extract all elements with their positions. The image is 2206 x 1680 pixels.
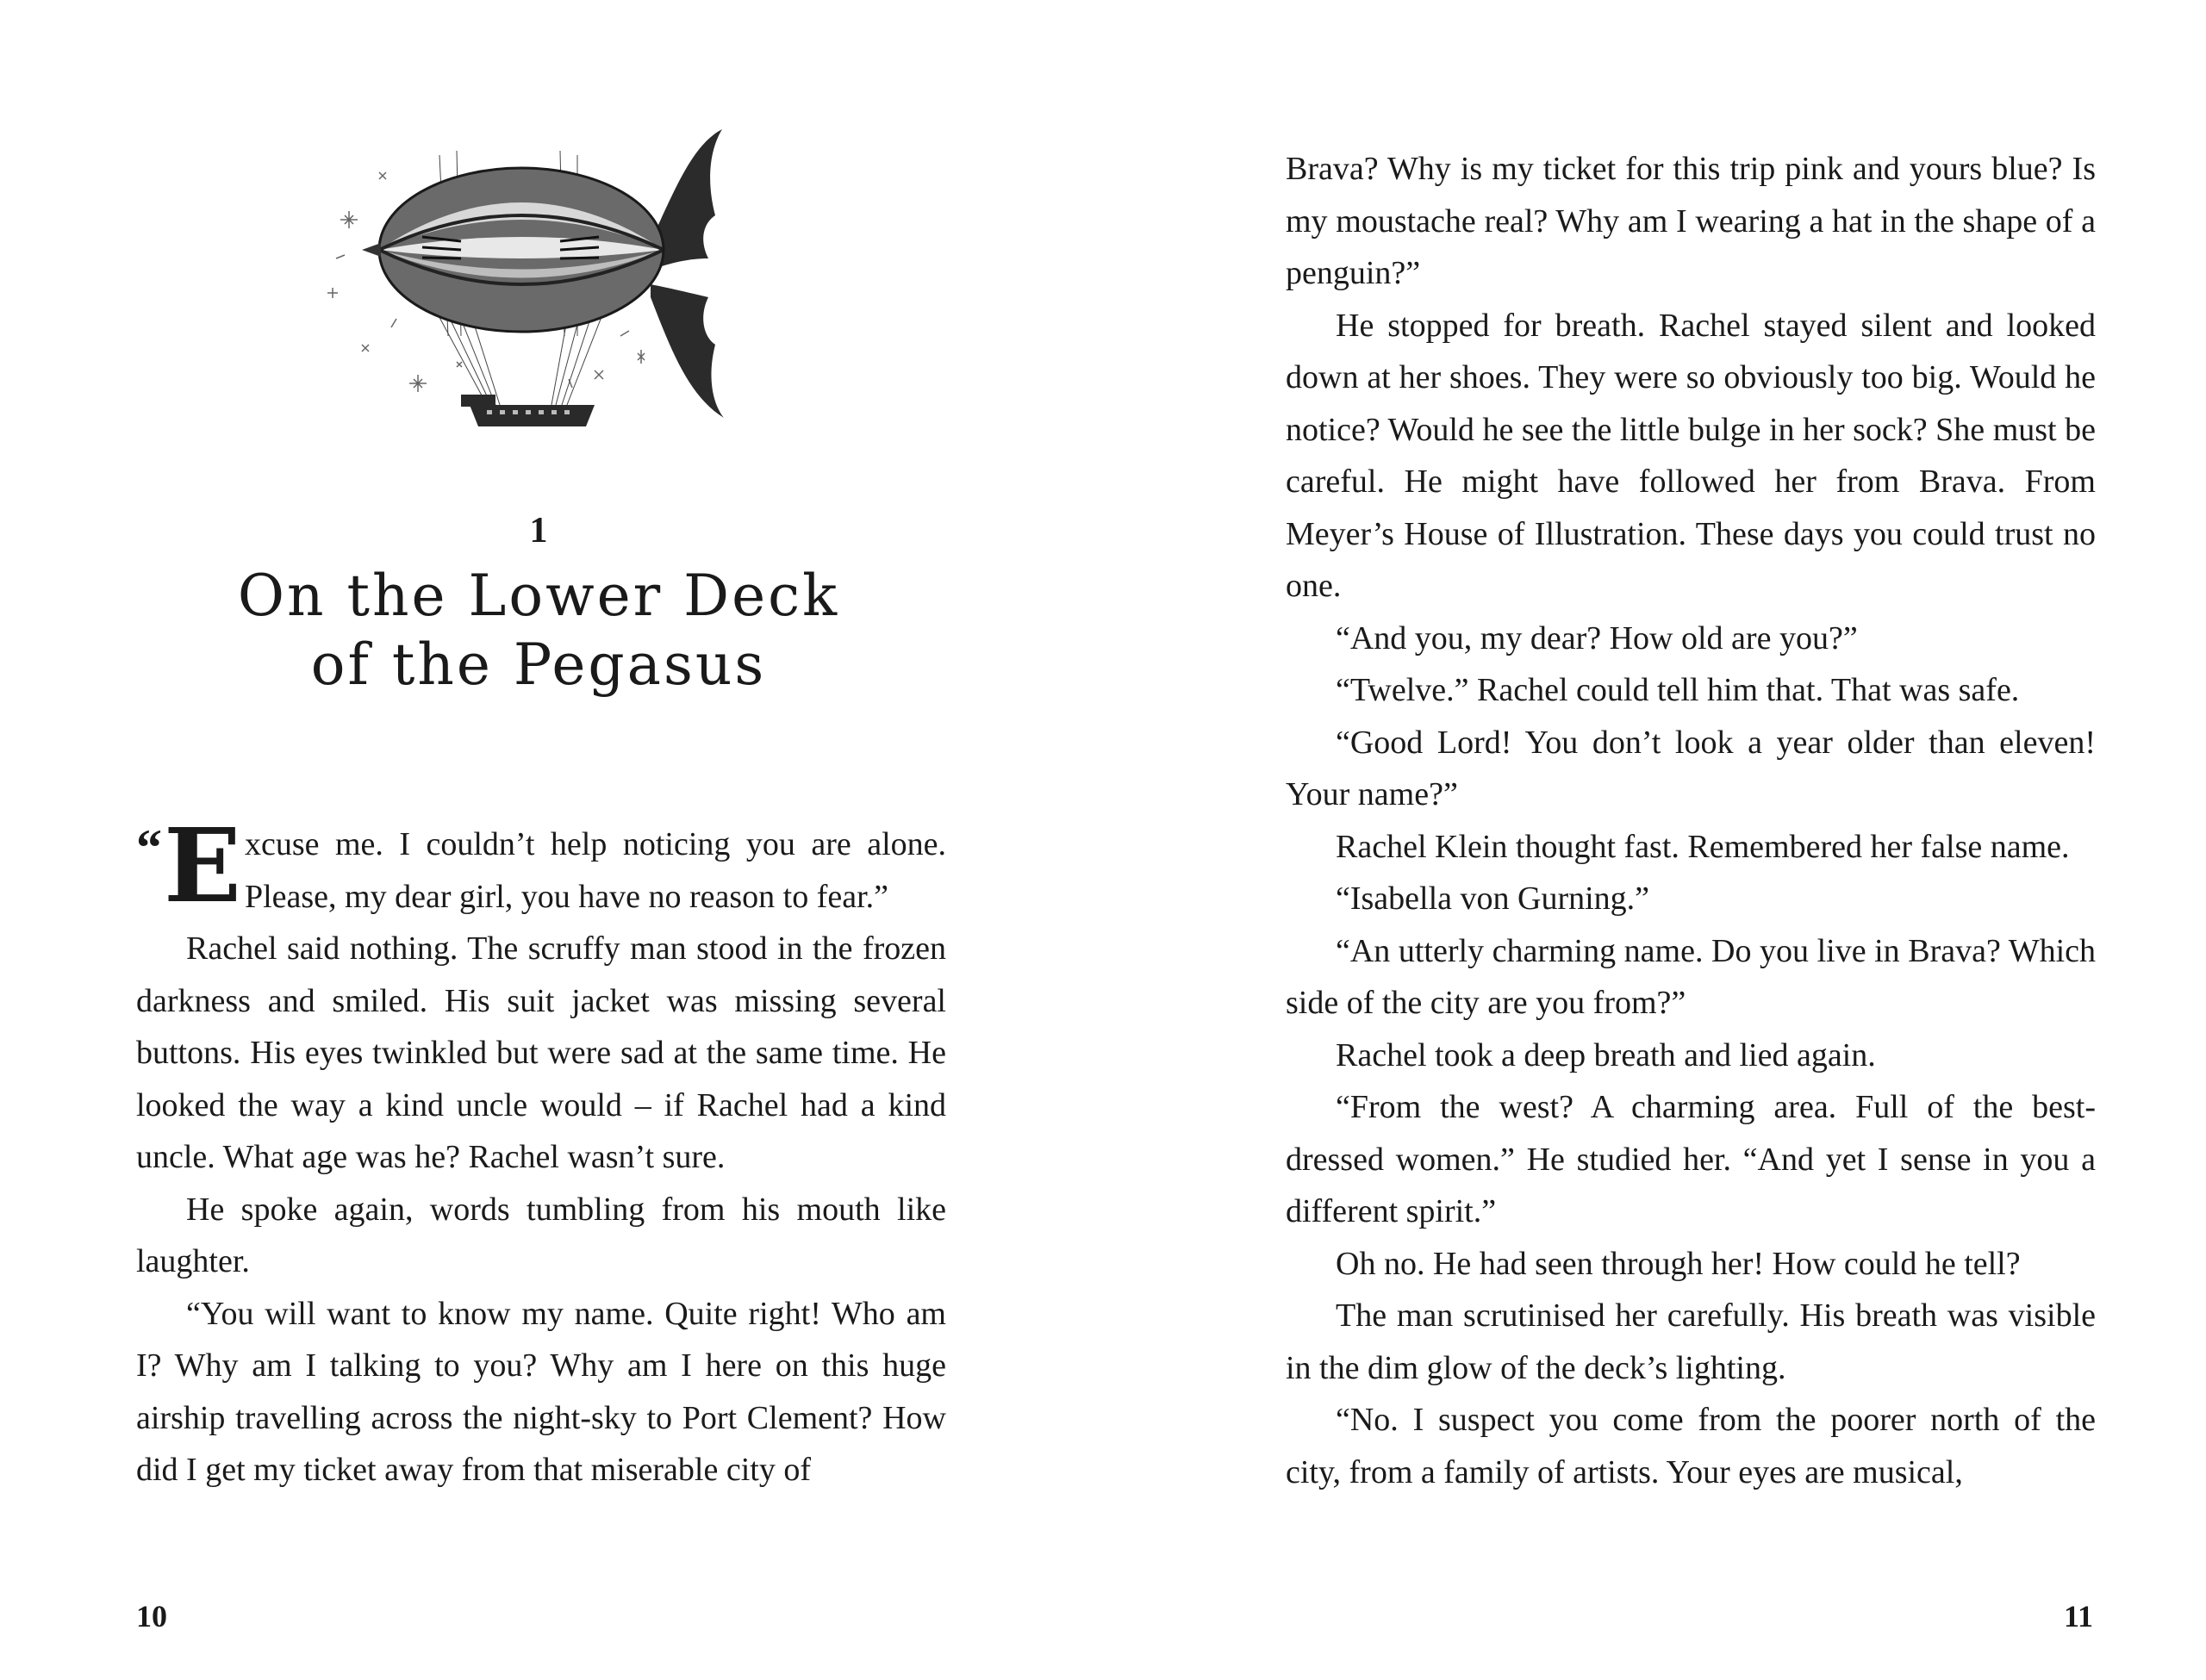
right-page-body [1286,143,2096,1498]
paragraph: “Twelve.” Rachel could tell him that. That was safe. [1336,672,2020,708]
paragraph: He spoke again, words tumbling from his mouth like laughter. [136,1191,946,1279]
chapter-title-line-1: On the Lower Deck [237,563,840,629]
paragraph: Rachel took a deep breath and lied again. [1336,1036,1876,1073]
paragraph: “Isabella von Gurning.” [1336,880,1650,917]
paragraph: “Good Lord! You don’t look a year older than eleven! Your name?” [1286,724,2096,812]
chapter-title [224,562,853,700]
paragraph: Rachel Klein thought fast. Remembered her false name. [1336,828,2070,865]
chapter-number: 1 [529,511,548,551]
paragraph: “An utterly charming name. Do you live in Brava? Which side of the city are you from?” [1286,932,2096,1021]
paragraph: Rachel said nothing. The scruffy man stood in the frozen darkness and smiled. His suit jacket was missing several buttons. His eyes twinkled but were sad at the same time. He looked the way a kind uncle would – if Rachel had a kind uncle. What age was he? Rachel wasn’t sure. [136,930,946,1175]
chapter-title-line-2: of the Pegasus [310,632,767,698]
paragraph-text: xcuse me. I couldn’t help noticing you are alone. Please, my dear girl, you have no reason to fear.” [244,826,946,915]
paragraph: Brava? Why is my ticket for this trip pink and yours blue? Is my moustache real? Why am I wearing a hat in the shape of a penguin?” [1286,151,2096,291]
left-page-body [136,806,946,1496]
page-number-left: 10 [136,1599,167,1633]
dropcap-letter: E [164,806,241,925]
paragraph: The man scrutinised her carefully. His breath was visible in the dim glow of the deck’s lighting. [1286,1297,2096,1386]
airship-illustration [310,121,776,482]
paragraph [136,806,946,925]
page-number-right: 11 [2064,1599,2094,1633]
right-page [1103,0,2206,1680]
paragraph: He stopped for breath. Rachel stayed silent and looked down at her shoes. They were so obviously too big. Would he notice? Would he see the little bulge in her sock? She must be careful. He might have followed her from Brava. From Meyer’s House of Illustration. These days you could trust no one. [1286,307,2096,604]
paragraph: “You will want to know my name. Quite right! Who am I? Why am I talking to you? Why am I here on this huge airship travelling across the night-sky to Port Clement? How did I get my ticket away from that miserable city of [136,1295,946,1488]
paragraph: “No. I suspect you come from the poorer north of the city, from a family of artists. Your eyes are musical, [1286,1402,2096,1490]
paragraph: “And you, my dear? How old are you?” [1336,619,1858,656]
dropcap-quote: “ [136,819,162,876]
paragraph: “From the west? A charming area. Full of the best-dressed women.” He studied her. “And yet I sense in you a different spirit.” [1286,1089,2096,1229]
paragraph: Oh no. He had seen through her! How could he tell? [1336,1245,2021,1282]
